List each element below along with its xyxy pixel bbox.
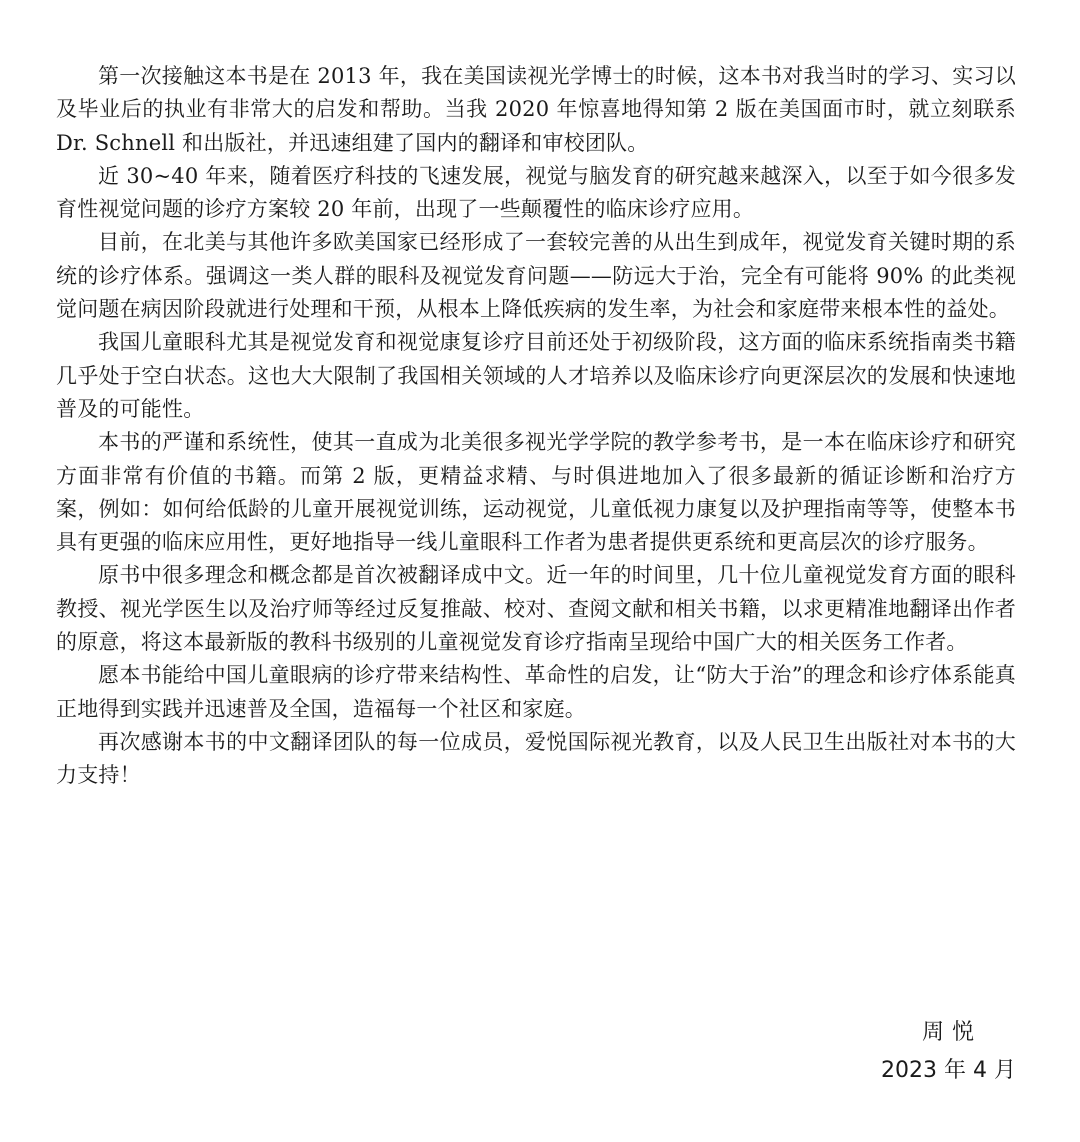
paragraph: 原书中很多理念和概念都是首次被翻译成中文。近一年的时间里，几十位儿童视觉发育方面的眼科教授、视光学医生以及治疗师等经过反复推敲、校对、查阅文献和相关书籍，以求更精准地翻译出作者的原意，将这本最新版的教科书级别的儿童视觉发育诊疗指南呈现给中国广大的相关医务工作者。 (56, 563, 1016, 655)
paragraph: 愿本书能给中国儿童眼病的诊疗带来结构性、革命性的启发，让“防大于治”的理念和诊疗体系能真正地得到实践并迅速普及全国，造福每一个社区和家庭。 (56, 663, 1016, 721)
paragraph: 我国儿童眼科尤其是视觉发育和视觉康复诊疗目前还处于初级阶段，这方面的临床系统指南类书籍几乎处于空白状态。这也大大限制了我国相关领域的人才培养以及临床诊疗向更深层次的发展和快速地普及的可能性。 (56, 330, 1016, 421)
signature-date: 2023 年 4 月 (881, 1058, 1016, 1083)
paragraph: 再次感谢本书的中文翻译团队的每一位成员，爱悦国际视光教育，以及人民卫生出版社对本书的大力支持！ (56, 729, 1016, 788)
paragraph: 本书的严谨和系统性，使其一直成为北美很多视光学学院的教学参考书，是一本在临床诊疗和研究方面非常有价值的书籍。而第 2 版，更精益求精、与时俱进地加入了很多最新的循证诊断和治疗方案，例如：如何给低龄的儿童开展视觉训练，运动视觉，儿童低视力康复以及护理指南等等，使整本书具有更强的临床应用性，更好地指导一线儿童眼科工作者为患者提供更系统和更高层次的诊疗服务。 (56, 430, 1016, 555)
preface-body (56, 60, 1016, 793)
author-name: 周悦 (921, 1020, 982, 1045)
paragraph: 第一次接触这本书是在 2013 年，我在美国读视光学博士的时候，这本书对我当时的学习、实习以及毕业后的执业有非常大的启发和帮助。当我 2020 年惊喜地得知第 2 版在美国面市时，就立刻联系 Dr. Schnell 和出版社，并迅速组建了国内的翻译和审校团队。 (56, 64, 1016, 155)
paragraph: 目前，在北美与其他许多欧美国家已经形成了一套较完善的从出生到成年，视觉发育关键时期的系统的诊疗体系。强调这一类人群的眼科及视觉发育问题——防远大于治，完全有可能将 90% 的此类视觉问题在病因阶段就进行处理和干预，从根本上降低疾病的发生率，为社会和家庭带来根本性的益处。 (56, 230, 1016, 322)
paragraph: 近 30~40 年来，随着医疗科技的飞速发展，视觉与脑发育的研究越来越深入，以至于如今很多发育性视觉问题的诊疗方案较 20 年前，出现了一些颠覆性的临床诊疗应用。 (56, 163, 1016, 222)
signature-block (881, 1016, 1016, 1088)
